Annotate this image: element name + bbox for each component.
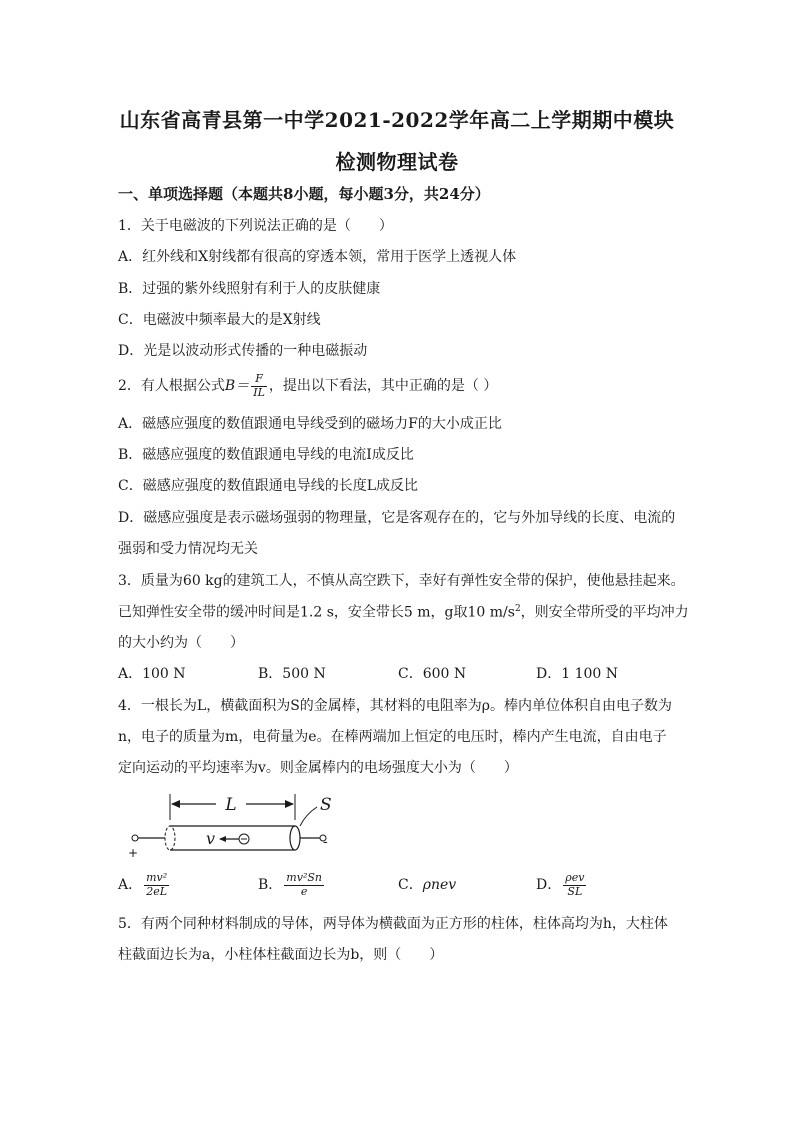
question-4-line1: 4．一根长为L，横截面积为S的金属棒，其材料的电阻率为ρ。棒内单位体积自由电子数为	[118, 698, 673, 714]
question-1-option-c: C．电磁波中频率最大的是X射线	[118, 312, 321, 328]
metal-rod-diagram	[124, 790, 344, 860]
formula-lhs: B＝	[224, 378, 250, 394]
minus-label: -	[323, 835, 328, 850]
question-2-stem	[118, 372, 497, 400]
option-c-expression: ρnev	[422, 877, 457, 893]
terminal-left	[132, 835, 138, 841]
formula-numerator: F	[251, 373, 267, 387]
section-heading: 一、单项选择题（本题共8小题，每小题3分，共24分）	[118, 185, 490, 203]
option-b-numerator: mv²Sn	[286, 870, 322, 884]
question-1-option-a: A．红外线和X射线都有很高的穿透本领，常用于医学上透视人体	[118, 249, 517, 265]
option-d-numerator: ρev	[565, 870, 585, 884]
question-3-option-a: A．100 N	[118, 666, 186, 682]
velocity-label: v	[206, 829, 216, 848]
question-3-line1: 3．质量为60 kg的建筑工人，不慎从高空跌下，幸好有弹性安全带的保护，使他悬挂起来。	[118, 573, 685, 589]
option-b-label: B．	[258, 877, 283, 893]
question-3-exponent: 2	[514, 604, 521, 614]
option-a-numerator: mv²	[146, 870, 168, 884]
question-1-option-d: D．光是以波动形式传播的一种电磁振动	[118, 343, 368, 359]
option-d-fraction	[563, 872, 586, 898]
question-2-option-d-line2: 强弱和受力情况均无关	[118, 541, 258, 557]
rod-right-end	[290, 826, 300, 850]
question-5-line2: 柱截面边长为a，小柱体柱截面边长为b，则（ ）	[118, 947, 444, 963]
question-4-line2: n，电子的质量为m，电荷量为e。在棒两端加上恒定的电压时，棒内产生电流，自由电子	[118, 729, 667, 745]
plus-label: +	[128, 846, 139, 860]
question-2-option-a: A．磁感应强度的数值跟通电导线受到的磁场力F的大小成正比	[118, 416, 502, 432]
question-3-option-c: C．600 N	[398, 666, 467, 682]
velocity-arrowhead	[219, 836, 226, 842]
rod-left-end	[165, 826, 175, 850]
question-2-option-c: C．磁感应强度的数值跟通电导线的长度L成反比	[118, 478, 419, 494]
question-3-line2	[118, 605, 689, 620]
question-4-option-b	[258, 870, 326, 900]
formula-denominator: IL	[253, 385, 265, 399]
area-label: S	[320, 795, 332, 815]
formula-fraction	[251, 373, 267, 399]
option-d-denominator: SL	[567, 884, 583, 898]
question-3-line2-pre: 已知弹性安全带的缓冲时间是1.2 s，安全带长5 m，g取10 m/s	[118, 604, 515, 621]
option-b-denominator: e	[300, 884, 308, 898]
question-4-option-d	[536, 870, 588, 900]
option-b-fraction	[284, 872, 324, 898]
question-3-line3: 的大小约为（ ）	[118, 635, 244, 651]
question-4-option-c	[398, 870, 456, 900]
question-5-line1: 5．有两个同种材料制成的导体，两导体为横截面为正方形的柱体，柱体高均为h，大柱体	[118, 916, 668, 932]
exam-title-line2: 检测物理试卷	[335, 150, 459, 174]
question-2-option-b: B．磁感应强度的数值跟通电导线的电流I成反比	[118, 447, 414, 463]
question-2-option-d-line1: D．磁感应强度是表示磁场强弱的物理量，它是客观存在的，它与外加导线的长度、电流的	[118, 510, 676, 526]
option-a-label: A．	[118, 877, 143, 893]
question-2-stem-pre: 2．有人根据公式	[118, 378, 225, 394]
option-c-label: C．	[398, 877, 423, 893]
question-1-option-b: B．过强的紫外线照射有利于人的皮肤健康	[118, 281, 381, 297]
question-1-stem: 1．关于电磁波的下列说法正确的是（ ）	[118, 218, 393, 234]
area-leader-line	[300, 807, 317, 826]
option-a-denominator: 2eL	[146, 884, 168, 898]
dimension-arrowhead-left	[171, 800, 180, 808]
question-3-line2-post: ，则安全带所受的平均冲力	[520, 604, 689, 621]
question-2-stem-post: ，提出以下看法，其中正确的是（ ）	[268, 378, 498, 394]
exam-title-line1: 山东省高青县第一中学2021-2022学年高二上学期期中模块	[119, 108, 675, 132]
length-label: L	[225, 795, 237, 815]
dimension-arrowhead-right	[285, 800, 294, 808]
option-d-label: D．	[536, 877, 562, 893]
option-a-fraction	[144, 872, 169, 898]
question-4-line3: 定向运动的平均速率为v。则金属棒内的电场强度大小为（ ）	[118, 760, 518, 776]
question-3-option-d: D．1 100 N	[536, 666, 619, 682]
question-4-option-a	[118, 870, 171, 900]
question-3-option-b: B．500 N	[258, 666, 326, 682]
